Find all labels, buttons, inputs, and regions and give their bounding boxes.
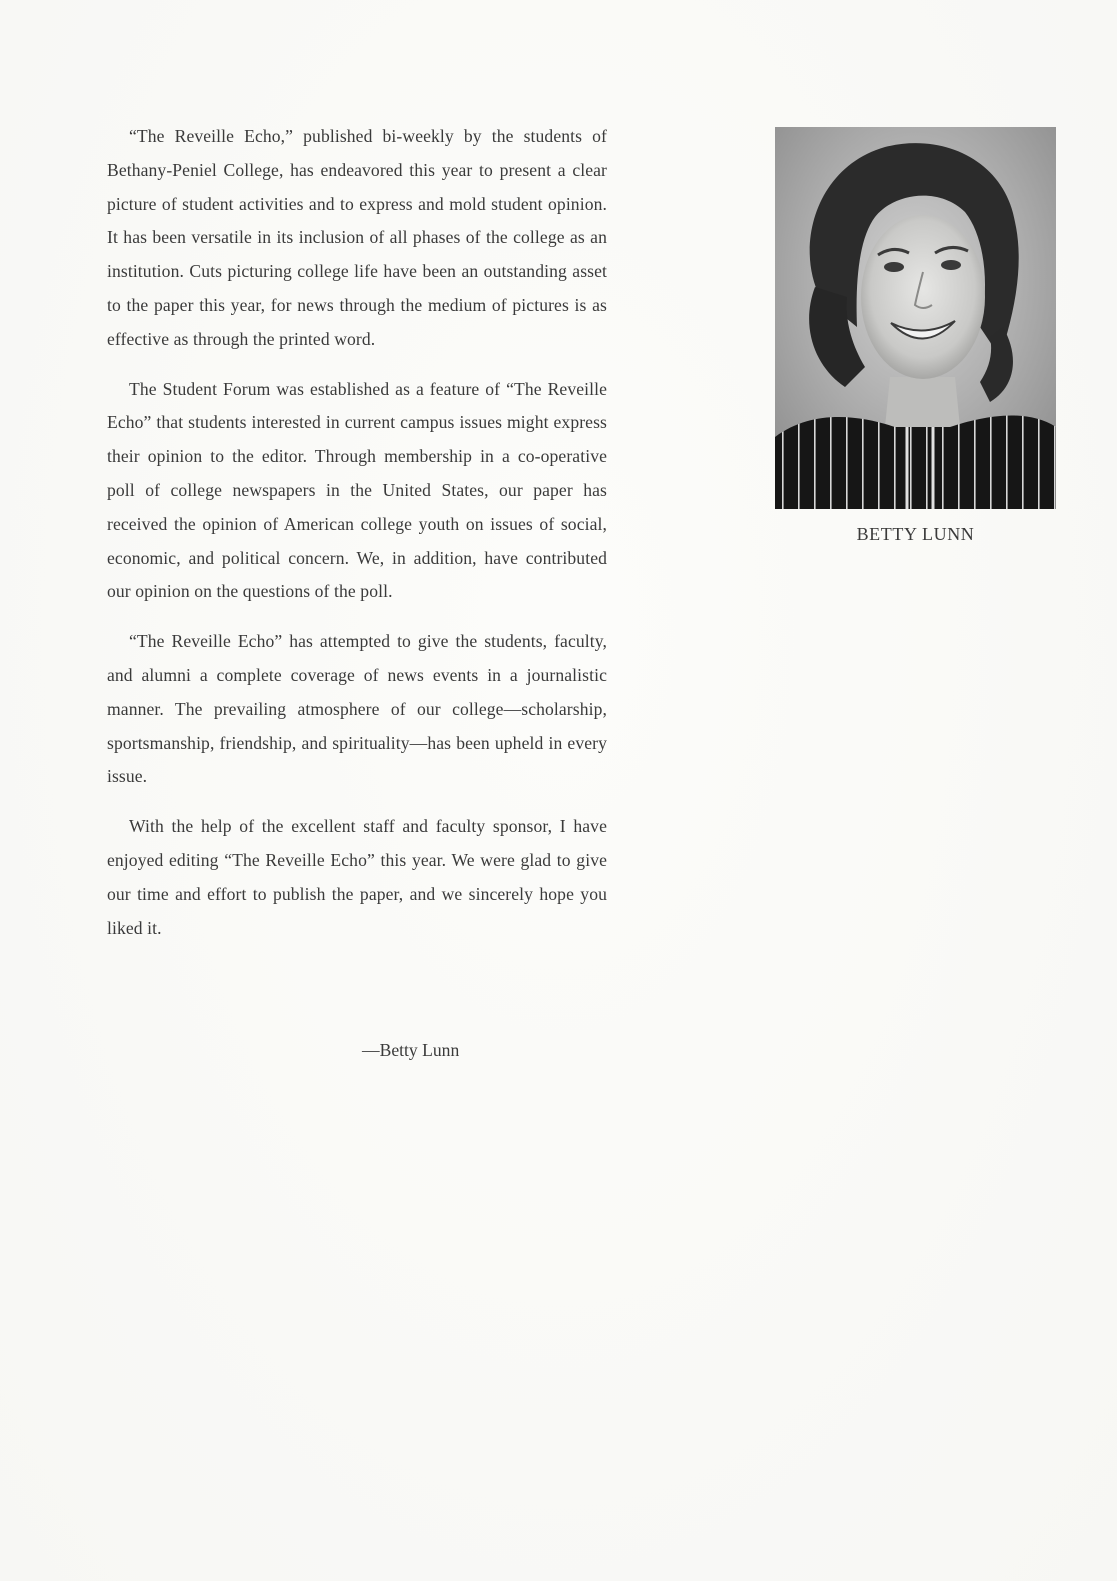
portrait-caption: BETTY LUNN [856,524,975,544]
article-paragraph-2: The Student Forum was established as a feature of “The Reveille Echo” that students interested in current campus issues might express their opinion to the editor. Through membership in a co-operative poll of college newspapers in the United States, our paper has received the opinion of American college youth on issues of social, economic, and political concern. We, in addition, have contributed our opinion on the questions of the poll. [107,378,607,602]
article-paragraph-1: “The Reveille Echo,” published bi-weekly by the students of Bethany-Peniel College, has endeavored this year to present a clear picture of student activities and to express and mold student opinion. It has been versatile in its inclusion of all phases of the college as an institution. Cuts picturing college life have been an outstanding asset to the paper this year, for news through the medium of pictures is as effective as through the printed word. [107,126,607,349]
article-signature: —Betty Lunn [362,1040,460,1060]
portrait-image [775,127,1056,509]
editor-article [107,120,607,961]
article-paragraph-3: “The Reveille Echo” has attempted to give the students, faculty, and alumni a complete coverage of news events in a journalistic manner. The prevailing atmosphere of our college—scholarship, sportsmanship, friendship, and spirituality—has been upheld in every issue. [107,631,607,787]
article-paragraph-4: With the help of the excellent staff and faculty sponsor, I have enjoyed editing “The Reveille Echo” this year. We were glad to give our time and effort to publish the paper, and we sincerely hope you liked it. [107,816,607,938]
portrait-photo [775,127,1056,509]
